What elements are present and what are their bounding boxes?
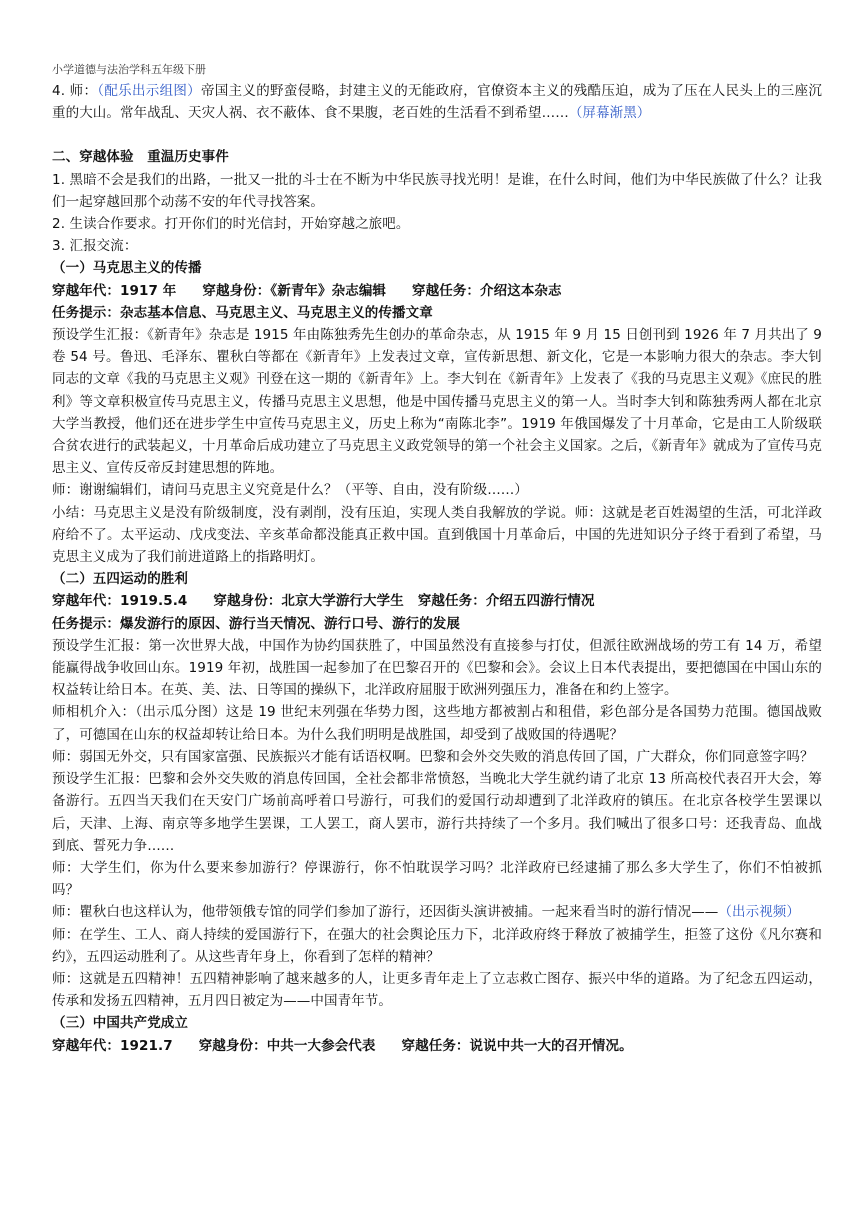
paragraph: 2. 生读合作要求。打开你们的时光信封，开始穿越之旅吧。 xyxy=(52,216,410,233)
stage-note: （出示视频） xyxy=(718,904,801,921)
identity: 穿越身份：北京大学游行大学生 xyxy=(213,593,404,610)
stage-note: （配乐出示组图） xyxy=(97,83,201,99)
paragraph: 小结：马克思主义是没有阶级制度，没有剥削，没有压迫，实现人类自我解放的学说。师：这就是老百姓渴望的生活，可北洋政府给不了。太平运动、戊戌变法、辛亥革命都没能真正救中国。直到俄国十月革命后，中国的先进知识分子终于看到了希望，马克思主义成为了我们前进道路上的指路明灯。 xyxy=(52,504,822,566)
paragraph xyxy=(52,901,822,923)
task-hint: 任务提示：爆发游行的原因、游行当天情况、游行口号、游行的发展 xyxy=(52,615,460,632)
stage-note: （屏幕渐黑） xyxy=(568,105,651,122)
paragraph-4 xyxy=(52,80,822,124)
paragraph: 3. 汇报交流： xyxy=(52,238,138,255)
p4-prefix: 4. 师： xyxy=(52,83,98,99)
task-hint: 任务提示：杂志基本信息、马克思主义、马克思主义的传播文章 xyxy=(52,304,433,321)
paragraph: 师：谢谢编辑们，请问马克思主义究竟是什么？（平等、自由，没有阶级……） xyxy=(52,482,528,499)
paragraph: 预设学生汇报：第一次世界大战，中国作为协约国获胜了，中国虽然没有直接参与打仗，但派往欧洲战场的劳工有 14 万，希望能赢得战争收回山东。1919 年初，战胜国一起参加了在巴黎召开的《巴黎和会》。会议上日本代表提出，要把德国在中国山东的权益转让给日本。在英、美、法、日等国的操纵下，北洋政府屈服于欧洲列强压力，准备在和约上签字。 xyxy=(52,637,822,699)
identity: 穿越身份：中共一大参会代表 xyxy=(198,1037,376,1054)
subsection-heading: （一）马克思主义的传播 xyxy=(52,260,202,277)
paragraph: 师：大学生们，你为什么要来参加游行？停课游行，你不怕耽误学习吗？北洋政府已经逮捕了那么多大学生了，你们不怕被抓吗？ xyxy=(52,859,822,899)
task-line xyxy=(52,1035,822,1057)
paragraph: 师：弱国无外交，只有国家富强、民族振兴才能有话语权啊。巴黎和会外交失败的消息传回了国，广大群众，你们同意签字吗？ xyxy=(52,748,814,765)
identity: 穿越身份：《新青年》杂志编辑 xyxy=(202,282,387,299)
subsection-heading: （三）中国共产党成立 xyxy=(52,1015,188,1032)
page-header: 小学道德与法治学科五年级下册 xyxy=(52,63,206,76)
task-line xyxy=(52,590,822,612)
task: 穿越任务：介绍五四游行情况 xyxy=(417,593,595,610)
subsection-heading: （二）五四运动的胜利 xyxy=(52,571,188,588)
spacer xyxy=(52,124,822,146)
p4-text: 帝国主义的野蛮侵略，封建主义的无能政府，官僚资本主义的残酷压迫，成为了压在人民头上的三座沉重的大山。常年战乱、天灾人祸、衣不蔽体、食不果腹，老百姓的生活看不到希望…… xyxy=(52,83,823,122)
year: 穿越年代：1919.5.4 xyxy=(52,593,188,610)
year: 穿越年代：1917 年 xyxy=(52,282,177,299)
year: 穿越年代：1921.7 xyxy=(52,1037,173,1054)
paragraph: 师：在学生、工人、商人持续的爱国游行下，在强大的社会舆论压力下，北洋政府终于释放了被捕学生，拒签了这份《凡尔赛和约》，五四运动胜利了。从这些青年身上，你看到了怎样的精神？ xyxy=(52,926,822,965)
section-heading: 二、穿越体验 重温历史事件 xyxy=(52,149,229,166)
document-page xyxy=(52,62,822,1057)
task: 穿越任务：介绍这本杂志 xyxy=(412,282,562,299)
teacher-text: 师：瞿秋白也这样认为，他带领俄专馆的同学们参加了游行，还因街头演讲被捕。一起来看当时的游行情况—— xyxy=(52,904,719,921)
paragraph: 预设学生汇报：巴黎和会外交失败的消息传回国，全社会都非常愤怒，当晚北大学生就约请了北京 13 所高校代表召开大会，筹备游行。五四当天我们在天安门广场前高呼着口号游行，可我们的爱国行动却遭到了北洋政府的镇压。在北京各校学生罢课以后，天津、上海、南京等多地学生罢课，工人罢工，商人罢市，游行共持续了一个多月。我们喊出了很多口号：还我青岛、血战到底、誓死力争…… xyxy=(52,771,822,854)
paragraph: 1. 黑暗不会是我们的出路，一批又一批的斗士在不断为中华民族寻找光明！是谁，在什么时间，他们为中华民族做了什么？让我们一起穿越回那个动荡不安的年代寻找答案。 xyxy=(52,171,822,210)
paragraph: 师：这就是五四精神！五四精神影响了越来越多的人，让更多青年走上了立志救亡图存、振兴中华的道路。为了纪念五四运动，传承和发扬五四精神，五月四日被定为——中国青年节。 xyxy=(52,970,822,1010)
task: 穿越任务：说说中共一大的召开情况。 xyxy=(401,1037,633,1054)
task-line xyxy=(52,280,822,302)
paragraph: 师相机介入：（出示瓜分图）这是 19 世纪末列强在华势力图，这些地方都被割占和租借，彩色部分是各国势力范围。德国战败了，可德国在山东的权益却转让给日本。为什么我们明明是战胜国，却受到了战败国的待遇呢？ xyxy=(52,704,822,743)
paragraph: 预设学生汇报：《新青年》杂志是 1915 年由陈独秀先生创办的革命杂志，从 1915 年 9 月 15 日创刊到 1926 年 7 月共出了 9 卷 54 号。鲁迅、毛泽东、瞿秋白等都在《新青年》上发表过文章，宣传新思想、新文化，它是一本影响力很大的杂志。李大钊同志的文章《我的马克思主义观》刊登在这一期的《新青年》上。李大钊在《新青年》上发表了《我的马克思主义观》《庶民的胜利》等文章积极宣传马克思主义，传播马克思主义思想，他是中国传播马克思主义的第一人。当时李大钊和陈独秀两人都在北京大学当教授，他们还在进步学生中宣传马克思主义，历史上称为“南陈北李”。1919 年俄国爆发了十月革命，它是由工人阶级联合贫农进行的武装起义，十月革命后成功建立了马克思主义政党领导的第一个社会主义国家。之后，《新青年》就成为了宣传马克思主义、宣传反帝反封建思想的阵地。 xyxy=(52,327,822,477)
